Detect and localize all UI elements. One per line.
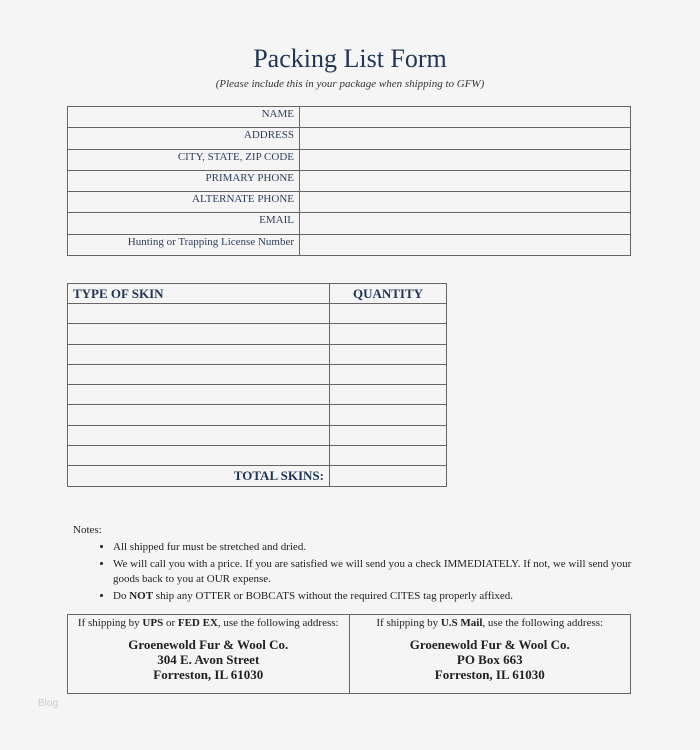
field-label: NAME (68, 107, 300, 128)
field-label: CITY, STATE, ZIP CODE (68, 149, 300, 170)
field-label: ADDRESS (68, 128, 300, 149)
skin-row (68, 405, 447, 425)
note-item: • We will call you with a price. If you are satisfied we will send you a check IMMEDIATELY. If not, we will send your goods back to you at OUR expense. (113, 557, 633, 587)
skin-quantity-cell[interactable] (330, 324, 447, 344)
address-cell (349, 615, 631, 694)
shipping-instruction: If shipping by U.S Mail, use the following address: (376, 617, 604, 629)
info-row (68, 107, 631, 128)
skin-row (68, 425, 447, 445)
skin-type-cell[interactable] (68, 425, 330, 445)
skin-type-cell[interactable] (68, 364, 330, 384)
field-label: Hunting or Trapping License Number (68, 234, 300, 255)
field-input[interactable] (300, 170, 631, 191)
subtitle: (Please include this in your package when shipping to GFW) (215, 78, 485, 90)
field-input[interactable] (300, 107, 631, 128)
note-emphasis: NOT (129, 590, 154, 602)
page-title: Packing List Form (253, 44, 447, 73)
watermark: Blog (38, 698, 59, 709)
address-line: 304 E. Avon Street (157, 652, 260, 667)
skin-quantity-cell[interactable] (330, 446, 447, 466)
contact-info-table (67, 106, 631, 256)
field-input[interactable] (300, 192, 631, 213)
skin-row (68, 446, 447, 466)
skin-quantity-cell[interactable] (330, 405, 447, 425)
address-line: Forreston, IL 61030 (434, 667, 545, 682)
skins-header-row (68, 284, 447, 304)
total-skins-label: TOTAL SKINS: (68, 466, 330, 486)
skin-type-cell[interactable] (68, 385, 330, 405)
address-line: Groenewold Fur & Wool Co. (409, 637, 570, 652)
skin-quantity-cell[interactable] (330, 304, 447, 324)
info-row (68, 128, 631, 149)
skin-quantity-cell[interactable] (330, 344, 447, 364)
skin-quantity-cell[interactable] (330, 385, 447, 405)
field-input[interactable] (300, 234, 631, 255)
info-row (68, 234, 631, 255)
notes-heading: Notes: (73, 524, 102, 536)
quantity-header: QUANTITY (330, 284, 447, 304)
field-label: PRIMARY PHONE (68, 170, 300, 191)
skin-row (68, 304, 447, 324)
skin-row (68, 324, 447, 344)
field-label: ALTERNATE PHONE (68, 192, 300, 213)
note-text: ship any OTTER or BOBCATS without the required CITES tag properly affixed. (153, 590, 514, 602)
field-input[interactable] (300, 213, 631, 234)
info-row (68, 149, 631, 170)
skin-row (68, 385, 447, 405)
info-row (68, 170, 631, 191)
skin-quantity-cell[interactable] (330, 425, 447, 445)
field-input[interactable] (300, 128, 631, 149)
shipping-address-table (67, 614, 631, 694)
note-text: Do (113, 590, 130, 602)
skin-type-cell[interactable] (68, 344, 330, 364)
skin-type-cell[interactable] (68, 446, 330, 466)
address-line: Forreston, IL 61030 (153, 667, 264, 682)
skin-type-cell[interactable] (68, 324, 330, 344)
total-row (68, 466, 447, 486)
address-cell (68, 615, 350, 694)
skin-row (68, 344, 447, 364)
shipping-instruction: If shipping by UPS or FED EX, use the following address: (77, 617, 339, 629)
note-item: • All shipped fur must be stretched and dried. (113, 540, 633, 555)
skin-type-cell[interactable] (68, 405, 330, 425)
note-item (113, 589, 633, 604)
field-label: EMAIL (68, 213, 300, 234)
skin-type-cell[interactable] (68, 304, 330, 324)
address-line: PO Box 663 (456, 652, 523, 667)
skin-row (68, 364, 447, 384)
total-skins-cell[interactable] (330, 466, 447, 486)
info-row (68, 213, 631, 234)
type-of-skin-header: TYPE OF SKIN (68, 284, 330, 304)
skins-table (67, 283, 447, 487)
skin-quantity-cell[interactable] (330, 364, 447, 384)
notes-section (73, 524, 633, 606)
info-row (68, 192, 631, 213)
field-input[interactable] (300, 149, 631, 170)
address-line: Groenewold Fur & Wool Co. (128, 637, 289, 652)
